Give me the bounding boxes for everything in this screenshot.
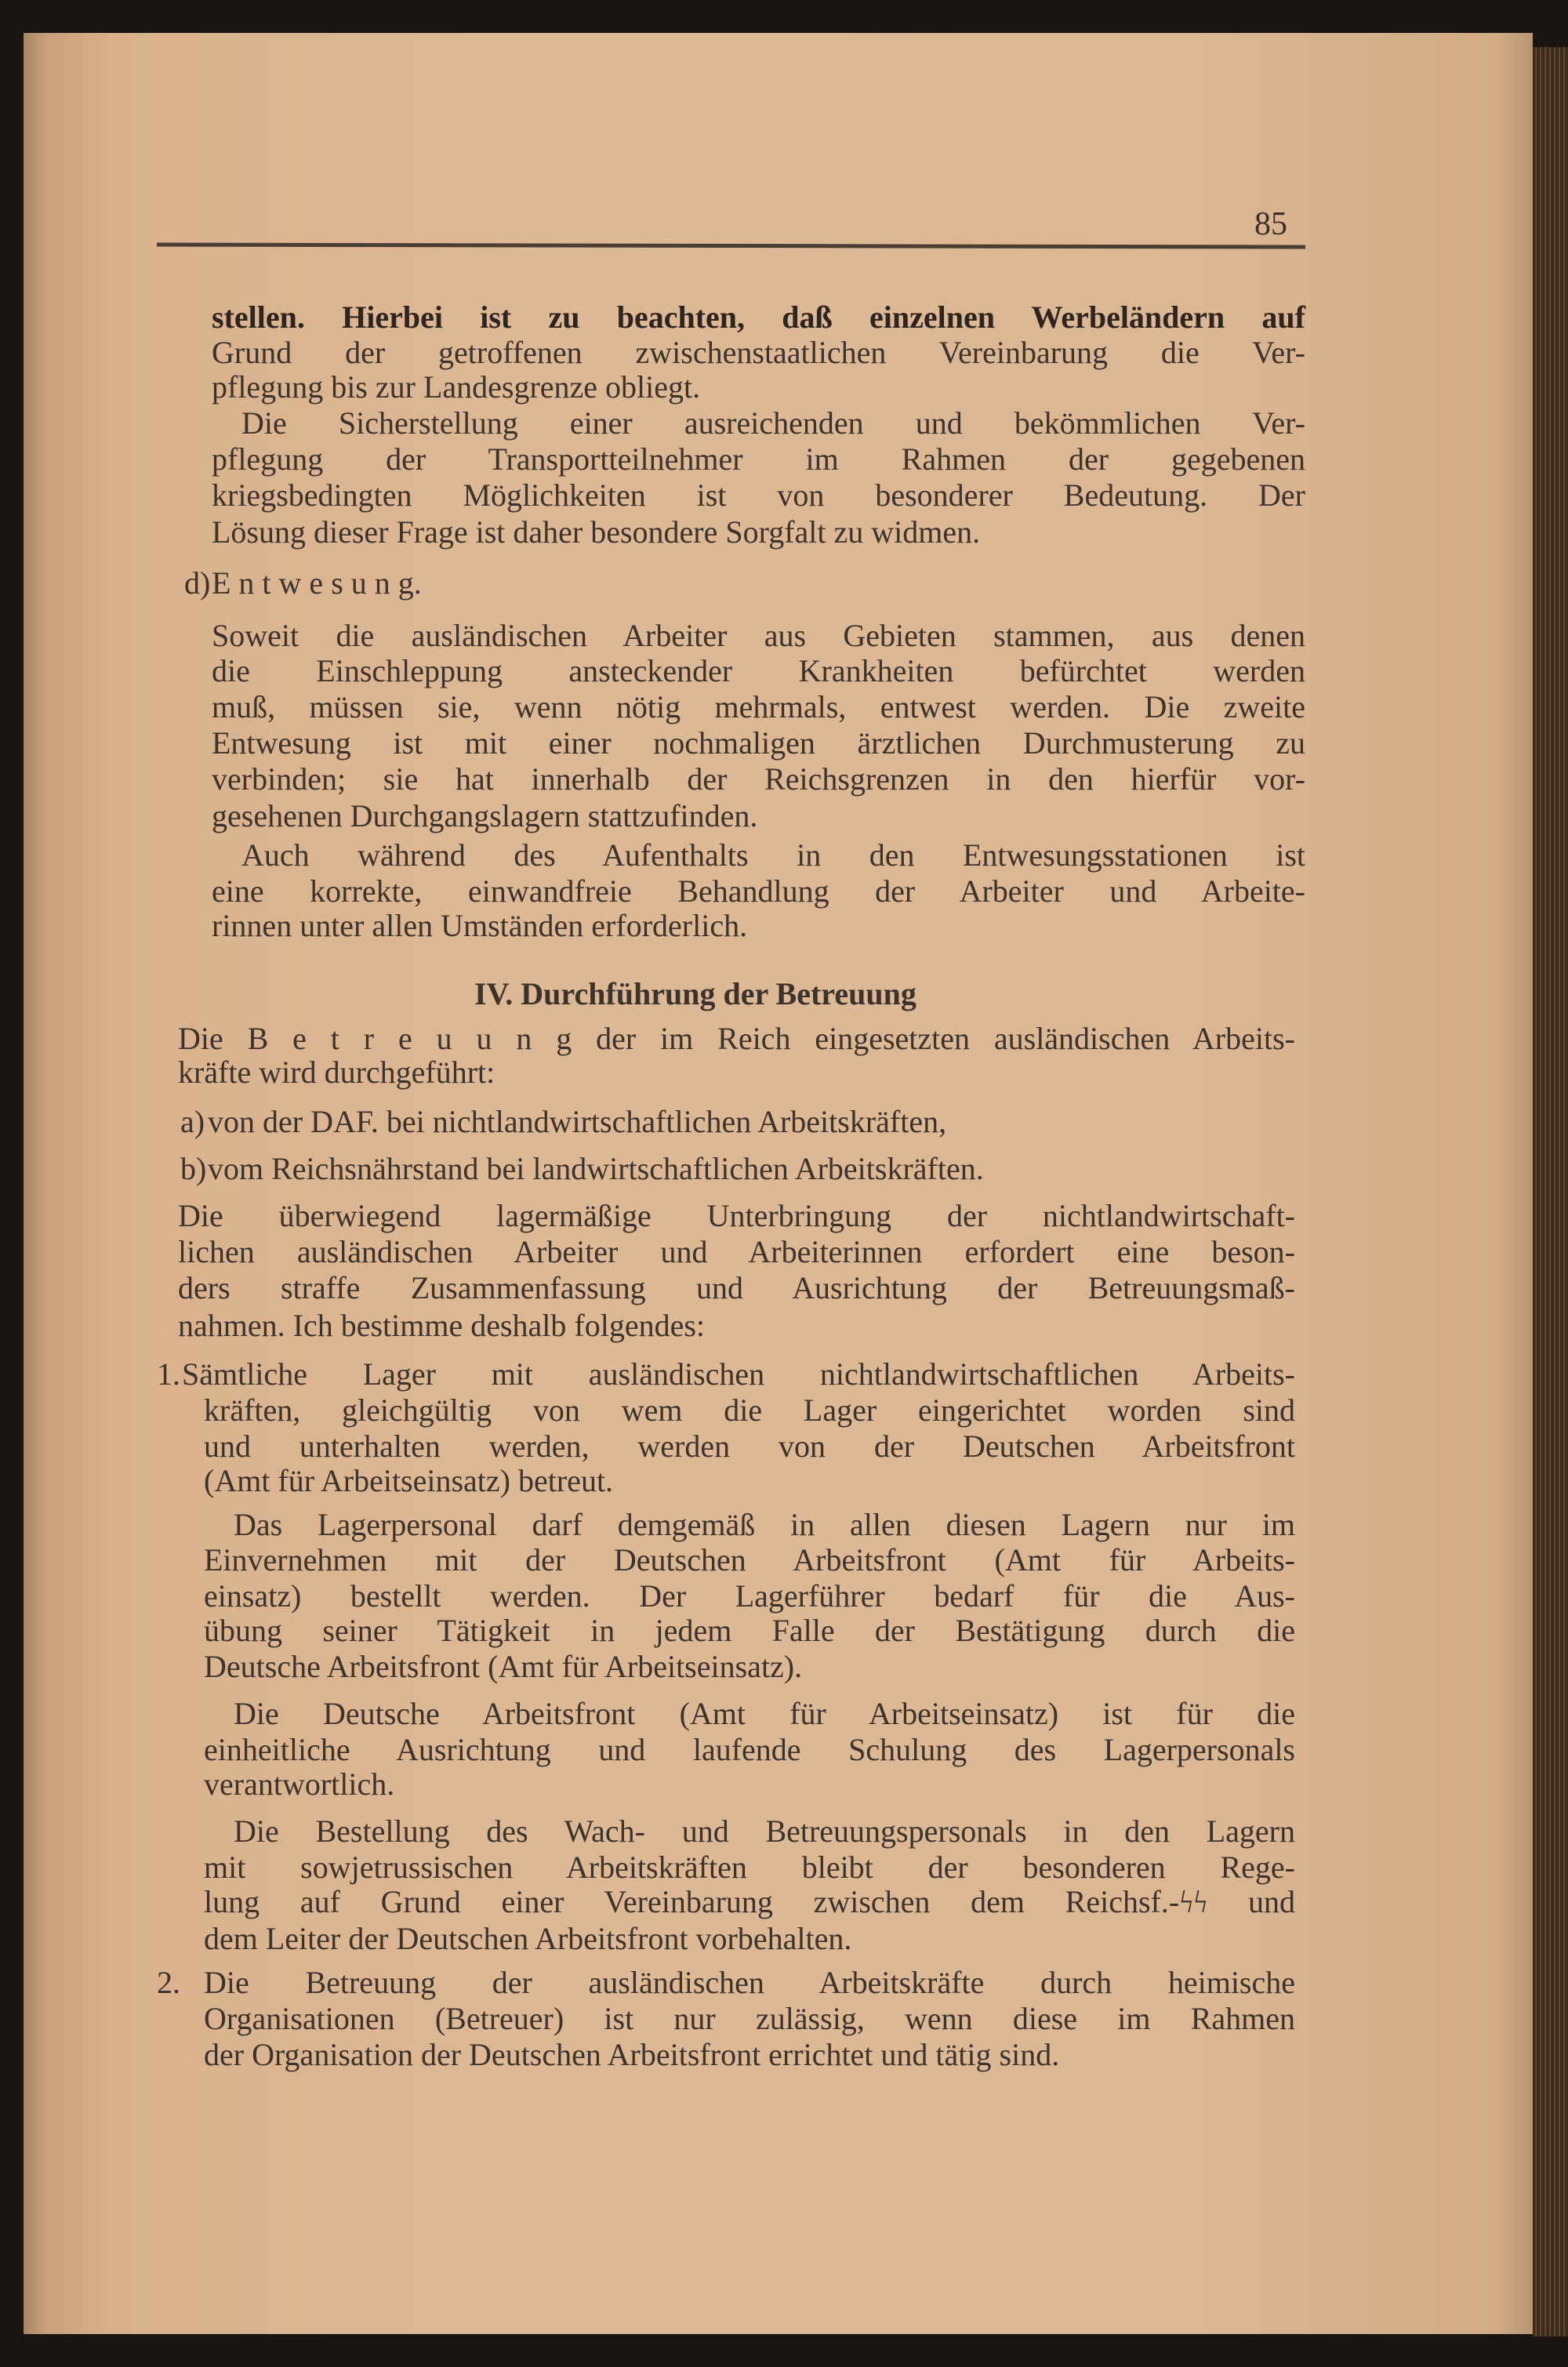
text-line: stellen. Hierbei ist zu beachten, daß einzelnen Werbeländern auf	[212, 300, 1305, 335]
text-line: Grund der getroffenen zwischenstaatlichen Vereinbarung die Ver-	[212, 335, 1305, 370]
text-line: verantwortlich.	[204, 1766, 395, 1802]
text-line: eine korrekte, einwandfreie Behandlung der Arbeiter und Arbeite-	[212, 873, 1305, 909]
list-marker: b)	[180, 1151, 207, 1186]
text-line: der Organisation der Deutschen Arbeitsfront errichtet und tätig sind.	[204, 2037, 1060, 2072]
list-marker: 2.	[157, 1965, 180, 2000]
text-line: Organisationen (Betreuer) ist nur zulässig, wenn diese im Rahmen	[204, 2001, 1295, 2036]
text-line: ders straffe Zusammenfassung und Ausrichtung der Betreuungsmaß-	[178, 1270, 1295, 1305]
text-line: Die überwiegend lagermäßige Unterbringung der nichtlandwirtschaft-	[178, 1198, 1295, 1233]
text-line: einheitliche Ausrichtung und laufende Schulung des Lagerpersonals	[204, 1732, 1295, 1767]
text-line: Auch während des Aufenthalts in den Entwesungsstationen ist	[241, 837, 1305, 873]
text-line: rinnen unter allen Umständen erforderlich.	[212, 908, 748, 943]
text-line: pflegung der Transportteilnehmer im Rahmen der gegebenen	[212, 441, 1305, 477]
page-stack-edge	[1533, 47, 1568, 2336]
text-line: kriegsbedingten Möglichkeiten ist von besonderer Bedeutung. Der	[212, 477, 1305, 513]
text-line: einsatz) bestellt werden. Der Lagerführer bedarf für die Aus-	[204, 1578, 1295, 1614]
list-marker: d)	[184, 565, 211, 601]
text-line: Lösung dieser Frage ist daher besondere Sorgfalt zu widmen.	[212, 514, 981, 550]
text-line: dem Leiter der Deutschen Arbeitsfront vorbehalten.	[204, 1921, 852, 1956]
text-line: nahmen. Ich bestimme deshalb folgendes:	[178, 1308, 706, 1343]
page-number: 85	[1254, 206, 1287, 242]
text-line: Deutsche Arbeitsfront (Amt für Arbeitseinsatz).	[204, 1649, 803, 1684]
text-line: Sämtliche Lager mit ausländischen nichtlandwirtschaftlichen Arbeits-	[182, 1356, 1295, 1392]
text-line: E n t w e s u n g.	[212, 565, 422, 601]
text-line: lung auf Grund einer Vereinbarung zwischen dem Reichsf.-ϟϟ und	[204, 1884, 1295, 1919]
text-line: lichen ausländischen Arbeiter und Arbeiterinnen erfordert eine beson-	[178, 1234, 1295, 1269]
text-line: Die B e t r e u u n g der im Reich eingesetzten ausländischen Arbeits-	[178, 1021, 1295, 1056]
text-line: kräfte wird durchgeführt:	[178, 1055, 495, 1090]
text-line: Die Sicherstellung einer ausreichenden und bekömmlichen Ver-	[241, 405, 1305, 441]
text-line: mit sowjetrussischen Arbeitskräften bleibt der besonderen Rege-	[204, 1850, 1295, 1885]
text-line: vom Reichsnährstand bei landwirtschaftlichen Arbeitskräften.	[208, 1151, 984, 1186]
text-line: Einvernehmen mit der Deutschen Arbeitsfront (Amt für Arbeits-	[204, 1542, 1295, 1577]
text-line: kräften, gleichgültig von wem die Lager eingerichtet worden sind	[204, 1392, 1295, 1428]
text-line: die Einschleppung ansteckender Krankheiten befürchtet werden	[212, 653, 1305, 688]
text-line: pflegung bis zur Landesgrenze obliegt.	[212, 369, 701, 405]
text-line: Soweit die ausländischen Arbeiter aus Gebieten stammen, aus denen	[212, 618, 1305, 653]
text-line: gesehenen Durchgangslagern stattzufinden.	[212, 798, 758, 833]
text-line: Die Bestellung des Wach- und Betreuungspersonals in den Lagern	[234, 1813, 1295, 1849]
text-line: Entwesung ist mit einer nochmaligen ärztlichen Durchmusterung zu	[212, 725, 1305, 761]
text-line: übung seiner Tätigkeit in jedem Falle der Bestätigung durch die	[204, 1613, 1295, 1648]
text-line: von der DAF. bei nichtlandwirtschaftlichen Arbeitskräften,	[208, 1104, 947, 1139]
section-heading: IV. Durchführung der Betreuung	[474, 976, 916, 1011]
text-line: verbinden; sie hat innerhalb der Reichsgrenzen in den hierfür vor-	[212, 761, 1305, 797]
list-marker: 1.	[157, 1356, 180, 1392]
text-line: Die Betreuung der ausländischen Arbeitskräfte durch heimische	[204, 1965, 1295, 2000]
text-line: Das Lagerpersonal darf demgemäß in allen diesen Lagern nur im	[234, 1507, 1295, 1542]
list-marker: a)	[180, 1104, 205, 1139]
text-line: Die Deutsche Arbeitsfront (Amt für Arbeitseinsatz) ist für die	[234, 1696, 1295, 1731]
text-line: (Amt für Arbeitseinsatz) betreut.	[204, 1463, 614, 1498]
text-line: muß, müssen sie, wenn nötig mehrmals, entwest werden. Die zweite	[212, 689, 1305, 724]
text-line: und unterhalten werden, werden von der Deutschen Arbeitsfront	[204, 1429, 1295, 1464]
